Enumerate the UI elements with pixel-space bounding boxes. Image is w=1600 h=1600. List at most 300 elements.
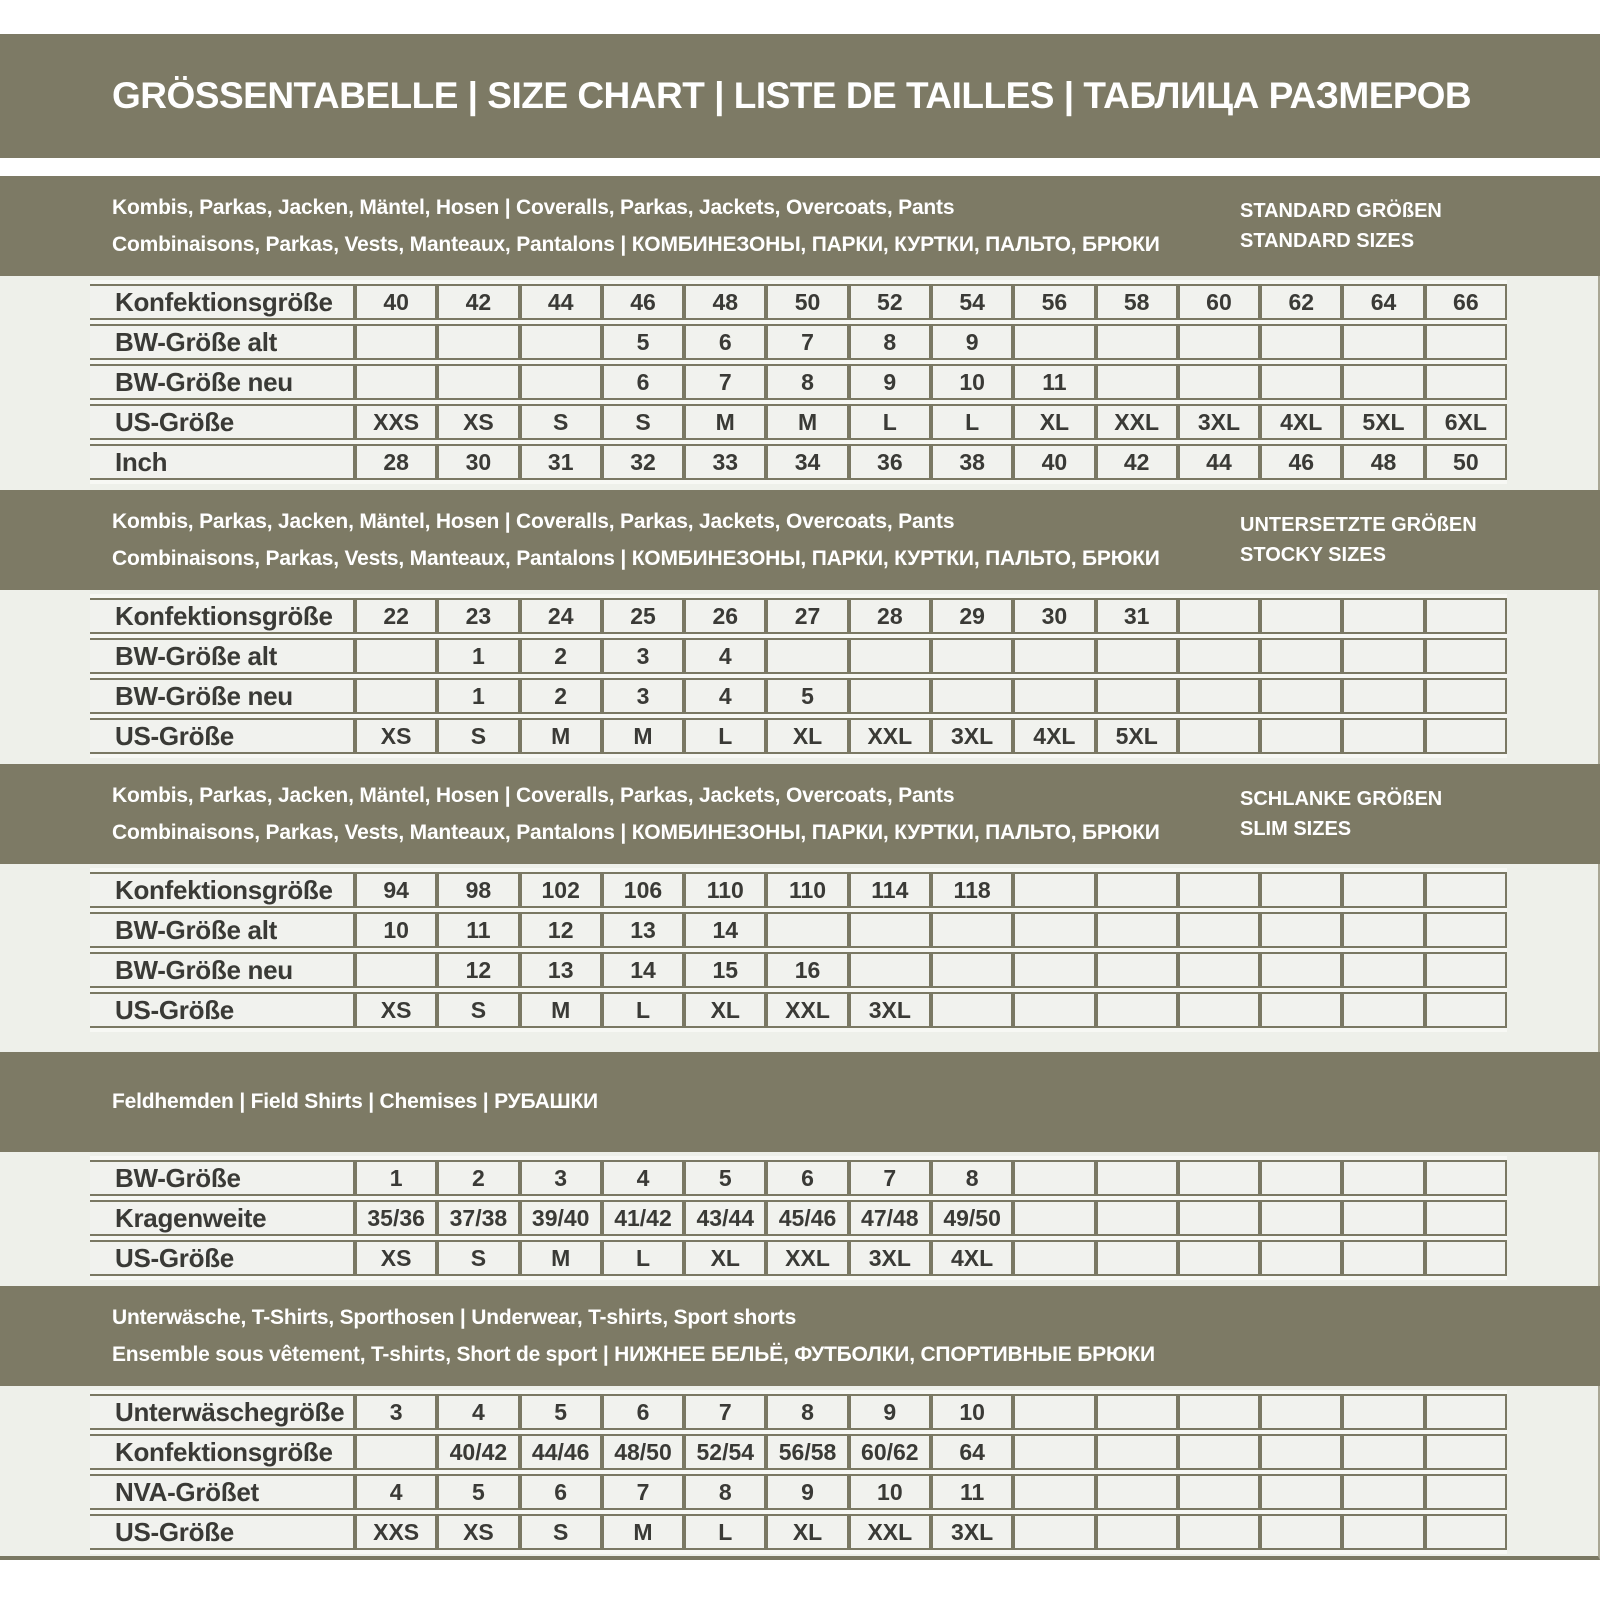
size-cell: [1342, 912, 1424, 948]
size-cell: 50: [1425, 444, 1507, 480]
size-cell: XL: [684, 1240, 766, 1276]
table-row: [90, 638, 1507, 674]
size-cell: L: [602, 992, 684, 1028]
size-cell: [1260, 992, 1342, 1028]
size-cell: 40: [355, 284, 437, 320]
section-side-label-line2: SLIM SIZES: [1240, 818, 1352, 840]
section-side-label: [1240, 196, 1442, 256]
size-cell: 3: [355, 1394, 437, 1430]
size-cell: 3: [602, 638, 684, 674]
size-cell: 8: [931, 1160, 1013, 1196]
size-cell: [1425, 912, 1507, 948]
size-cell: [1178, 872, 1260, 908]
table-row: [90, 404, 1507, 440]
size-cell: 110: [766, 872, 848, 908]
size-cell: 49/50: [931, 1200, 1013, 1236]
size-cell: [1096, 324, 1178, 360]
table-row: [90, 952, 1507, 988]
size-cell: [1096, 364, 1178, 400]
size-cell: [1096, 912, 1178, 948]
row-label: BW-Größe alt: [90, 912, 355, 948]
size-cell: 3XL: [1178, 404, 1260, 440]
size-cell: [1425, 364, 1507, 400]
size-cell: 5XL: [1342, 404, 1424, 440]
size-cell: [1342, 364, 1424, 400]
size-cell: [1096, 992, 1178, 1028]
size-cell: [931, 912, 1013, 948]
table-row: [90, 1200, 1507, 1236]
size-cell: [355, 952, 437, 988]
top-margin: [0, 0, 1600, 34]
table-row: [90, 718, 1507, 754]
size-cell: 5: [684, 1160, 766, 1196]
size-cell: [931, 952, 1013, 988]
size-cell: [849, 638, 931, 674]
size-cell: [1342, 1200, 1424, 1236]
page-title: GRÖSSENTABELLE | SIZE CHART | LISTE DE TAILLES | ТАБЛИЦА РАЗМЕРОВ: [112, 75, 1472, 116]
size-cell: [1260, 364, 1342, 400]
size-cell: 43/44: [684, 1200, 766, 1236]
size-cell: [1342, 952, 1424, 988]
size-cell: [766, 912, 848, 948]
size-cell: [1178, 952, 1260, 988]
size-cell: S: [437, 1240, 519, 1276]
size-cell: [1342, 324, 1424, 360]
size-cell: [1096, 1240, 1178, 1276]
size-cell: 60/62: [849, 1434, 931, 1470]
size-cell: [355, 638, 437, 674]
section-header-underwear: [0, 1286, 1600, 1386]
size-table-slim: [90, 868, 1507, 1032]
table-row: [90, 678, 1507, 714]
size-cell: [1260, 678, 1342, 714]
section-standard: [0, 176, 1600, 490]
size-cell: 34: [766, 444, 848, 480]
section-slim: [0, 764, 1600, 1052]
size-cell: 26: [684, 598, 766, 634]
size-cell: 3XL: [849, 1240, 931, 1276]
size-cell: XXS: [355, 404, 437, 440]
size-cell: 6: [684, 324, 766, 360]
size-cell: [1425, 1514, 1507, 1550]
size-cell: 16: [766, 952, 848, 988]
size-cell: 98: [437, 872, 519, 908]
size-cell: [1342, 638, 1424, 674]
size-cell: XL: [684, 992, 766, 1028]
size-cell: [1260, 952, 1342, 988]
size-cell: 35/36: [355, 1200, 437, 1236]
size-table-field-shirts: [90, 1156, 1507, 1280]
size-cell: [766, 638, 848, 674]
row-label: US-Größe: [90, 404, 355, 440]
table-strip-field-shirts: [0, 1152, 1600, 1286]
size-cell: 52/54: [684, 1434, 766, 1470]
size-cell: [1342, 678, 1424, 714]
size-cell: 106: [602, 872, 684, 908]
size-cell: 23: [437, 598, 519, 634]
size-cell: 37/38: [437, 1200, 519, 1236]
row-label: BW-Größe alt: [90, 638, 355, 674]
table-row: [90, 1240, 1507, 1276]
size-cell: 4XL: [1013, 718, 1095, 754]
section-header-line2: Combinaisons, Parkas, Vests, Manteaux, Pantalons | КОМБИНЕЗОНЫ, ПАРКИ, КУРТКИ, ПАЛЬТО, БРЮКИ: [112, 546, 1160, 570]
size-cell: M: [766, 404, 848, 440]
size-cell: [1260, 718, 1342, 754]
section-header-stocky: [0, 490, 1600, 590]
size-cell: 64: [931, 1434, 1013, 1470]
row-label: BW-Größe neu: [90, 678, 355, 714]
table-row: [90, 284, 1507, 320]
size-cell: 3XL: [849, 992, 931, 1028]
size-cell: 94: [355, 872, 437, 908]
size-cell: 10: [355, 912, 437, 948]
size-cell: [1260, 1160, 1342, 1196]
size-cell: [1425, 638, 1507, 674]
size-cell: 44: [520, 284, 602, 320]
size-cell: 8: [766, 1394, 848, 1430]
size-cell: 9: [766, 1474, 848, 1510]
size-cell: 12: [437, 952, 519, 988]
size-table-stocky: [90, 594, 1507, 758]
size-cell: [1096, 638, 1178, 674]
size-cell: [1342, 718, 1424, 754]
size-cell: [1096, 1394, 1178, 1430]
size-cell: 15: [684, 952, 766, 988]
size-cell: 10: [931, 364, 1013, 400]
size-cell: 11: [1013, 364, 1095, 400]
size-cell: [1013, 1474, 1095, 1510]
section-side-label: [1240, 510, 1477, 570]
size-cell: [1096, 1514, 1178, 1550]
size-cell: 6XL: [1425, 404, 1507, 440]
size-cell: [1260, 324, 1342, 360]
size-cell: [1096, 1434, 1178, 1470]
size-cell: 8: [849, 324, 931, 360]
size-cell: [849, 678, 931, 714]
size-cell: M: [520, 718, 602, 754]
table-row: [90, 1514, 1507, 1550]
size-cell: 38: [931, 444, 1013, 480]
size-cell: [1425, 1160, 1507, 1196]
size-cell: 5XL: [1096, 718, 1178, 754]
section-underwear: [0, 1286, 1600, 1560]
row-label: BW-Größe alt: [90, 324, 355, 360]
section-side-label-line1: STANDARD GRÖßEN: [1240, 200, 1442, 222]
size-cell: 3: [520, 1160, 602, 1196]
size-cell: [1178, 598, 1260, 634]
size-cell: [1178, 1160, 1260, 1196]
size-cell: 5: [602, 324, 684, 360]
section-stocky: [0, 490, 1600, 764]
size-cell: L: [602, 1240, 684, 1276]
size-cell: 3XL: [931, 1514, 1013, 1550]
size-cell: 40/42: [437, 1434, 519, 1470]
row-label: Inch: [90, 444, 355, 480]
size-cell: [1178, 638, 1260, 674]
size-cell: 9: [849, 364, 931, 400]
bottom-margin: [0, 1560, 1600, 1600]
size-cell: 110: [684, 872, 766, 908]
size-cell: [355, 1434, 437, 1470]
section-header-standard: [0, 176, 1600, 276]
size-cell: 1: [437, 678, 519, 714]
section-side-label-line2: STANDARD SIZES: [1240, 230, 1415, 252]
title-band: [0, 34, 1600, 158]
size-cell: [1013, 638, 1095, 674]
size-cell: [1342, 1474, 1424, 1510]
size-cell: [1260, 598, 1342, 634]
size-cell: [1260, 1434, 1342, 1470]
size-cell: 6: [602, 364, 684, 400]
size-cell: XS: [355, 718, 437, 754]
size-cell: [1260, 1394, 1342, 1430]
table-strip-slim: [0, 864, 1600, 1052]
size-cell: 14: [602, 952, 684, 988]
section-header-line1: Unterwäsche, T-Shirts, Sporthosen | Underwear, T-shirts, Sport shorts: [112, 1305, 797, 1329]
table-row: [90, 992, 1507, 1028]
section-header-line1: Feldhemden | Field Shirts | Chemises | РУБАШКИ: [112, 1090, 598, 1113]
size-cell: 7: [684, 1394, 766, 1430]
size-cell: [1096, 1160, 1178, 1196]
size-cell: 1: [437, 638, 519, 674]
row-label: Unterwäschegröße: [90, 1394, 355, 1430]
size-cell: [1013, 992, 1095, 1028]
size-cell: [1013, 1240, 1095, 1276]
size-cell: 9: [849, 1394, 931, 1430]
table-strip-underwear: [0, 1386, 1600, 1560]
size-cell: [1178, 718, 1260, 754]
title-gap: [0, 158, 1600, 176]
size-cell: 114: [849, 872, 931, 908]
size-cell: 13: [520, 952, 602, 988]
size-cell: [1425, 678, 1507, 714]
row-label: US-Größe: [90, 1514, 355, 1550]
row-label: US-Größe: [90, 992, 355, 1028]
size-cell: 2: [520, 678, 602, 714]
size-cell: 48: [684, 284, 766, 320]
size-cell: [1096, 952, 1178, 988]
size-cell: XXL: [766, 992, 848, 1028]
size-cell: 10: [849, 1474, 931, 1510]
size-cell: [1425, 872, 1507, 908]
size-cell: [1013, 1514, 1095, 1550]
size-cell: 7: [849, 1160, 931, 1196]
size-cell: 10: [931, 1394, 1013, 1430]
row-label: Kragenweite: [90, 1200, 355, 1236]
size-cell: 27: [766, 598, 848, 634]
size-cell: 102: [520, 872, 602, 908]
size-cell: 58: [1096, 284, 1178, 320]
size-cell: 28: [849, 598, 931, 634]
size-cell: [1425, 1434, 1507, 1470]
size-cell: M: [684, 404, 766, 440]
size-cell: [1342, 1394, 1424, 1430]
size-cell: [355, 324, 437, 360]
size-cell: 9: [931, 324, 1013, 360]
table-row: [90, 324, 1507, 360]
size-cell: 56: [1013, 284, 1095, 320]
size-cell: 7: [766, 324, 848, 360]
size-cell: 4: [684, 678, 766, 714]
size-cell: 5: [437, 1474, 519, 1510]
size-cell: 12: [520, 912, 602, 948]
size-cell: [520, 364, 602, 400]
size-cell: M: [520, 992, 602, 1028]
size-cell: 4: [437, 1394, 519, 1430]
size-cell: L: [931, 404, 1013, 440]
section-header-line1: Kombis, Parkas, Jacken, Mäntel, Hosen | Coveralls, Parkas, Jackets, Overcoats, Pants: [112, 195, 955, 219]
size-cell: [1178, 324, 1260, 360]
row-label: Konfektionsgröße: [90, 1434, 355, 1470]
size-cell: [1342, 992, 1424, 1028]
size-cell: 2: [437, 1160, 519, 1196]
size-cell: [1425, 952, 1507, 988]
size-cell: [1425, 1394, 1507, 1430]
size-cell: 52: [849, 284, 931, 320]
table-row: [90, 598, 1507, 634]
section-header-line1: Kombis, Parkas, Jacken, Mäntel, Hosen | Coveralls, Parkas, Jackets, Overcoats, Pants: [112, 783, 955, 807]
size-table-standard: [90, 280, 1507, 484]
size-cell: [1425, 718, 1507, 754]
size-cell: [1342, 1434, 1424, 1470]
size-cell: 6: [766, 1160, 848, 1196]
size-cell: 28: [355, 444, 437, 480]
sections-container: [0, 176, 1600, 1560]
size-cell: 46: [602, 284, 684, 320]
size-cell: [1013, 872, 1095, 908]
size-cell: 30: [437, 444, 519, 480]
size-cell: 4: [684, 638, 766, 674]
size-cell: XXL: [849, 718, 931, 754]
size-cell: [1342, 872, 1424, 908]
size-table-underwear: [90, 1390, 1507, 1554]
size-cell: 5: [520, 1394, 602, 1430]
size-cell: XS: [437, 404, 519, 440]
size-cell: 50: [766, 284, 848, 320]
size-cell: XS: [437, 1514, 519, 1550]
size-cell: [1178, 1200, 1260, 1236]
size-cell: 6: [602, 1394, 684, 1430]
size-cell: [1342, 1514, 1424, 1550]
row-label: NVA-Größet: [90, 1474, 355, 1510]
size-cell: XS: [355, 992, 437, 1028]
size-cell: 46: [1260, 444, 1342, 480]
size-cell: [849, 912, 931, 948]
size-cell: 33: [684, 444, 766, 480]
size-cell: 8: [766, 364, 848, 400]
size-cell: 44: [1178, 444, 1260, 480]
size-cell: 11: [931, 1474, 1013, 1510]
table-row: [90, 1434, 1507, 1470]
size-cell: [1425, 1240, 1507, 1276]
size-cell: 44/46: [520, 1434, 602, 1470]
size-cell: [1096, 1474, 1178, 1510]
size-cell: [1425, 1200, 1507, 1236]
row-label: BW-Größe neu: [90, 364, 355, 400]
size-cell: 31: [520, 444, 602, 480]
size-cell: [931, 638, 1013, 674]
size-cell: 14: [684, 912, 766, 948]
size-cell: M: [602, 1514, 684, 1550]
size-cell: [355, 364, 437, 400]
size-cell: 42: [1096, 444, 1178, 480]
size-cell: 22: [355, 598, 437, 634]
size-cell: [1013, 952, 1095, 988]
size-cell: XXS: [355, 1514, 437, 1550]
size-cell: [1178, 1474, 1260, 1510]
table-row: [90, 872, 1507, 908]
size-cell: [1013, 1434, 1095, 1470]
size-cell: 30: [1013, 598, 1095, 634]
size-cell: [1425, 992, 1507, 1028]
table-row: [90, 364, 1507, 400]
size-cell: [1178, 912, 1260, 948]
size-cell: [1178, 1394, 1260, 1430]
size-cell: 56/58: [766, 1434, 848, 1470]
size-cell: [849, 952, 931, 988]
size-cell: [1260, 1474, 1342, 1510]
size-cell: [1178, 992, 1260, 1028]
size-cell: 13: [602, 912, 684, 948]
size-cell: S: [437, 992, 519, 1028]
size-cell: [1425, 598, 1507, 634]
size-cell: 25: [602, 598, 684, 634]
size-cell: 6: [520, 1474, 602, 1510]
section-side-label: [1240, 784, 1442, 844]
section-header-field-shirts: [0, 1052, 1600, 1152]
size-cell: 4XL: [1260, 404, 1342, 440]
size-cell: [1260, 1514, 1342, 1550]
size-cell: 48: [1342, 444, 1424, 480]
size-cell: 5: [766, 678, 848, 714]
size-cell: [1178, 1434, 1260, 1470]
table-row: [90, 1160, 1507, 1196]
table-strip-standard: [0, 276, 1600, 490]
size-cell: [931, 678, 1013, 714]
size-cell: S: [520, 404, 602, 440]
size-cell: 7: [684, 364, 766, 400]
size-cell: [931, 992, 1013, 1028]
size-cell: 39/40: [520, 1200, 602, 1236]
size-cell: 4XL: [931, 1240, 1013, 1276]
section-field-shirts: [0, 1052, 1600, 1286]
size-cell: 11: [437, 912, 519, 948]
size-cell: [1178, 1240, 1260, 1276]
size-cell: 48/50: [602, 1434, 684, 1470]
table-row: [90, 1394, 1507, 1430]
size-cell: 31: [1096, 598, 1178, 634]
size-cell: 3XL: [931, 718, 1013, 754]
size-cell: 60: [1178, 284, 1260, 320]
row-label: Konfektionsgröße: [90, 284, 355, 320]
section-header-line1: Kombis, Parkas, Jacken, Mäntel, Hosen | Coveralls, Parkas, Jackets, Overcoats, Pants: [112, 509, 955, 533]
size-cell: XXL: [1096, 404, 1178, 440]
size-cell: 36: [849, 444, 931, 480]
size-cell: [437, 324, 519, 360]
size-cell: L: [849, 404, 931, 440]
size-cell: 1: [355, 1160, 437, 1196]
size-cell: [1013, 912, 1095, 948]
section-header-line2: Ensemble sous vêtement, T-shirts, Short de sport | НИЖНЕЕ БЕЛЬЁ, ФУТБОЛКИ, СПОРТИВНЫЕ БРЮКИ: [112, 1342, 1155, 1366]
size-cell: [520, 324, 602, 360]
size-cell: 32: [602, 444, 684, 480]
size-cell: 64: [1342, 284, 1424, 320]
size-cell: 40: [1013, 444, 1095, 480]
size-cell: 47/48: [849, 1200, 931, 1236]
size-cell: 4: [355, 1474, 437, 1510]
size-cell: S: [437, 718, 519, 754]
size-cell: [437, 364, 519, 400]
